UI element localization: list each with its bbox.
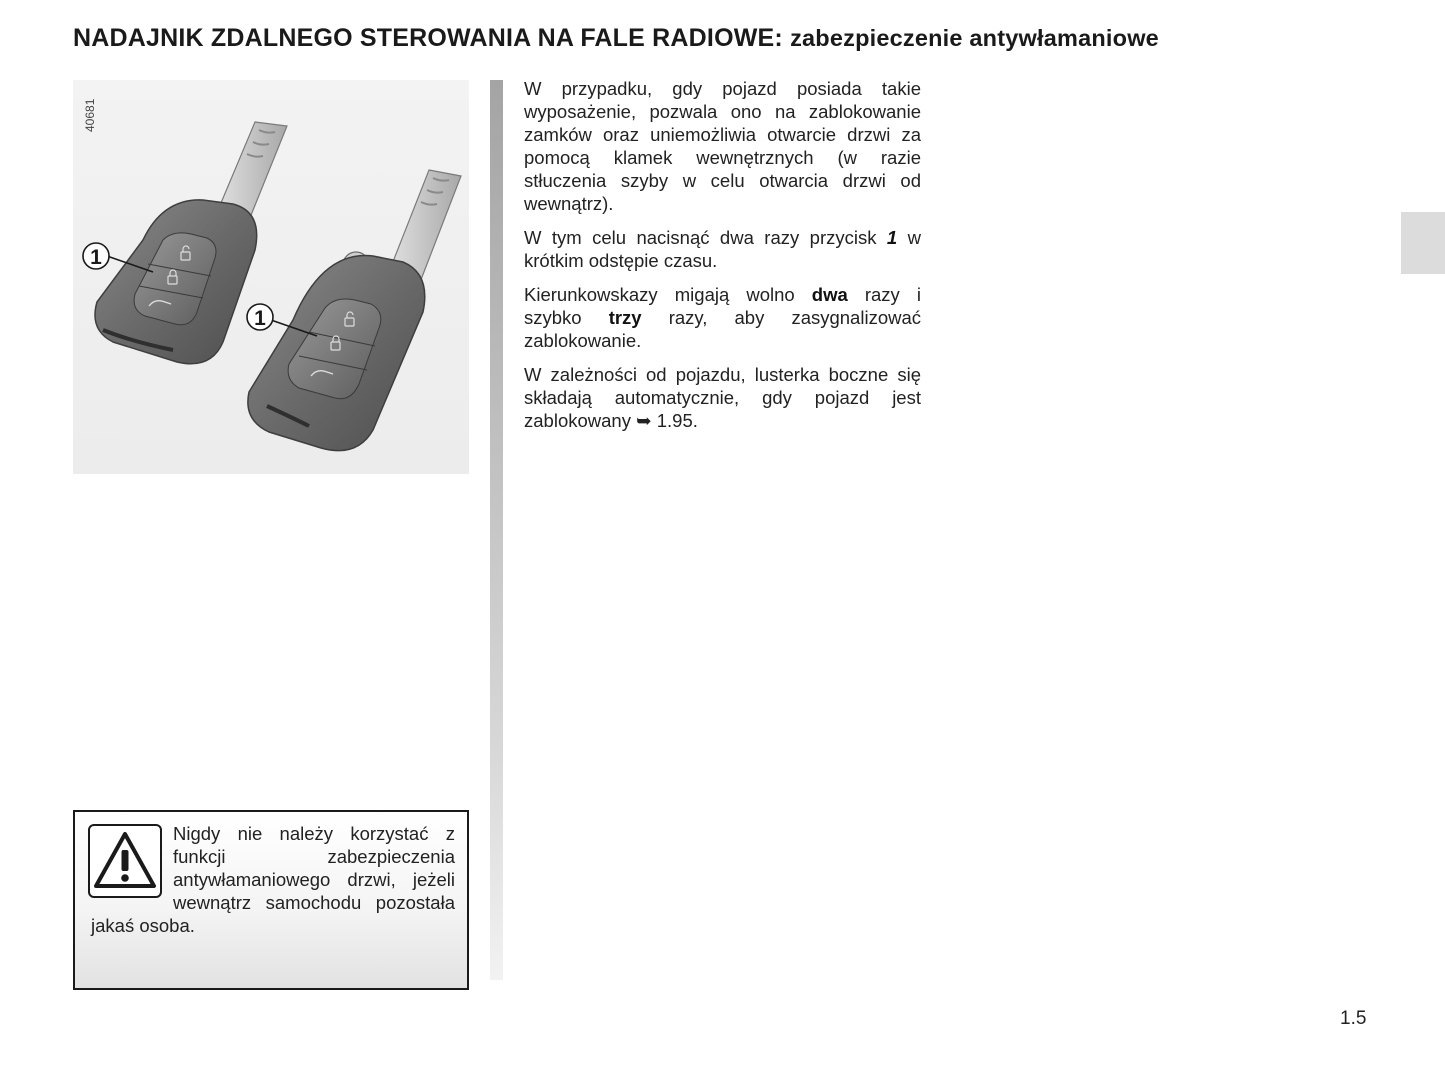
page-number: 1.5 (1340, 1008, 1367, 1029)
illustration-code: 40681 (83, 98, 97, 132)
right-key (248, 170, 461, 451)
paragraph-2 (524, 226, 921, 272)
paragraph-2-text-a: W tym celu nacisnąć dwa razy przycisk (524, 227, 887, 248)
warning-text-block (91, 822, 455, 937)
callout-right-label: 1 (254, 307, 266, 330)
title-sub: zabezpieczenie antywłamaniowe (790, 25, 1159, 51)
body-text (524, 77, 921, 443)
paragraph-2-text-b: w krótkim odstępie czasu. (524, 227, 921, 271)
column-divider (490, 80, 503, 980)
paragraph-1 (524, 77, 921, 215)
callout-left-label: 1 (90, 246, 102, 269)
paragraph-3-text-a: Kierunkowskazy migają wolno (524, 284, 812, 305)
warning-text: Nigdy nie należy korzystać z funkcji zabezpieczenia antywłamaniowego drzwi, jeżeli wewnątrz samochodu pozostała jakaś osoba. (91, 823, 455, 936)
remote-key-illustration (73, 80, 469, 474)
emphasis-three: trzy (608, 307, 642, 328)
paragraph-4-text: W zależności od pojazdu, lusterka boczne się składają automatycznie, gdy pojazd jest zablokowany (524, 364, 921, 431)
paragraph-4 (524, 363, 921, 432)
chapter-tab (1401, 212, 1445, 274)
button-reference: 1 (886, 227, 898, 248)
title-main: NADAJNIK ZDALNEGO STEROWANIA NA FALE RADIOWE: (73, 24, 783, 52)
emphasis-two: dwa (811, 284, 848, 305)
page-reference: 1.95. (651, 410, 698, 431)
paragraph-1-text: W przypadku, gdy pojazd posiada takie wyposażenie, pozwala ono na zablokowanie zamków oraz uniemożliwia otwarcie drzwi za pomocą klamek wewnętrznych (w razie stłuczenia szyby w celu otwarcia drzwi od wewnątrz). (524, 78, 921, 214)
paragraph-3 (524, 283, 921, 352)
key-fobs-drawing (73, 80, 469, 474)
warning-box (73, 810, 469, 990)
paragraph-3-text-c: razy, aby zasygnalizować zablokowanie. (524, 307, 922, 351)
paragraph-3-text-b: razy i szybko (524, 284, 922, 328)
page-title (73, 24, 1373, 53)
page-reference-arrow-icon: ➥ (636, 410, 652, 431)
